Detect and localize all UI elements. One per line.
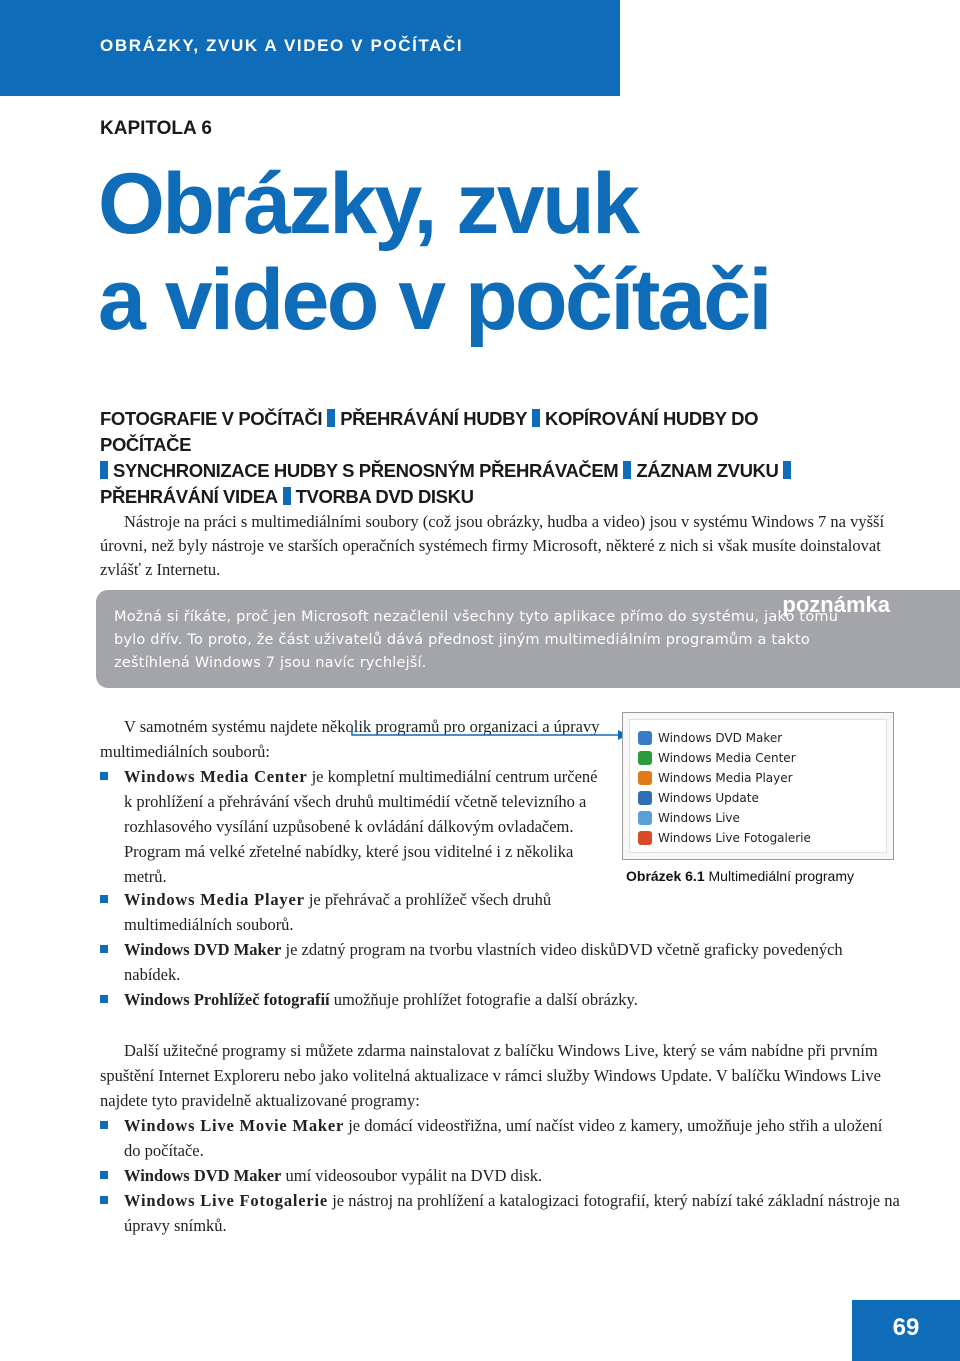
photo-gallery-icon [638,831,652,845]
program-desc: je přehrávač a prohlížeč všech druhů multimediálních souborů. [124,890,552,934]
program-desc: umožňuje prohlížet fotografie a další obrázky. [329,990,638,1009]
update-icon [638,791,652,805]
chapter-title-line1: Obrázky, zvuk [98,156,638,252]
topic-item: PŘEHRÁVÁNÍ HUDBY [340,408,528,429]
intro-paragraph: Nástroje na práci s multimediálními soubory (což jsou obrázky, hudba a video) jsou v systému Windows 7 na vyšší úrovni, než byly nástroje ve starších operačních systémech firmy Microsoft, některé z nich si však musíte doinstalovat zvlášť z Internetu. [100,512,885,579]
topics-list [100,406,820,510]
media-center-icon [638,751,652,765]
topic-separator [100,461,108,479]
media-player-icon [638,771,652,785]
list-item [100,1163,900,1188]
program-name: Windows DVD Maker [124,940,282,959]
topic-item: KOPÍROVÁNÍ HUDBY DO POČÍTAČE [100,408,759,455]
section1-list [100,764,600,889]
topic-item: PŘEHRÁVÁNÍ VIDEA [100,486,278,507]
program-list [629,719,887,853]
program-list-label: Windows DVD Maker [658,731,783,745]
chapter-label: KAPITOLA 6 [100,118,212,139]
program-list-label: Windows Media Player [658,771,793,785]
figure-pointer-arrow [350,725,630,755]
program-list-item[interactable] [638,788,759,808]
section1b [100,887,900,1012]
program-list-item[interactable] [638,808,740,828]
list-item [100,1188,900,1238]
topic-separator [283,487,291,505]
program-list-item[interactable] [638,768,793,788]
program-name: Windows Live Fotogalerie [124,1191,329,1210]
page-number-box [852,1300,960,1361]
program-desc: je kompletní multimediální centrum určené k prohlížení a přehrávání všech druhů multimédií včetně televizního a rozhlasového vysílání uzpůsobené k ovládání dálkovým ovladačem. Program má velké zřetelné nabídky, které jsou viditelné i z několika metrů. [124,767,598,886]
list-item [100,937,900,987]
section2-list [100,1113,900,1238]
program-desc: umí videosoubor vypálit na DVD disk. [281,1166,543,1185]
figure-caption [626,868,854,884]
section2-lead: Další užitečné programy si můžete zdarma nainstalovat z balíčku Windows Live, který se vám nabídne při prvním spuštění Internet Exploreru nebo jako volitelná aktualizace v rámci služby Windows Update. V balíčku Windows Live najdete tyto pravidelně aktualizované programy: [100,1041,882,1110]
dvd-icon [638,731,652,745]
live-icon [638,811,652,825]
program-list-item[interactable] [638,728,782,748]
program-list-item[interactable] [638,828,811,848]
program-name: Windows Media Center [124,767,308,786]
program-name: Windows DVD Maker [124,1166,282,1185]
program-desc: je zdatný program na tvorbu vlastních video diskůDVD včetně graficky povedených nabídek. [124,940,843,984]
list-item [100,764,600,889]
program-list-label: Windows Media Center [658,751,796,765]
topic-separator [532,409,540,427]
list-item [100,887,604,937]
note-box [96,590,960,688]
header-bar [0,0,620,96]
program-list-label: Windows Live Fotogalerie [658,831,811,845]
section1b-list [100,887,900,1012]
program-name: Windows Live Movie Maker [124,1116,345,1135]
program-desc: je domácí videostřižna, umí načíst video z kamery, umožňuje jeho střih a uložení do počítače. [124,1116,883,1160]
program-list-label: Windows Live [658,811,740,825]
figure-caption-text: Multimediální programy [708,868,854,884]
page-number: 69 [892,1314,920,1341]
list-item [100,987,900,1012]
running-title: OBRÁZKY, ZVUK A VIDEO V POČÍTAČI [100,36,464,55]
topic-item: SYNCHRONIZACE HUDBY S PŘENOSNÝM PŘEHRÁVAČEM [113,460,619,481]
chapter-title [98,156,898,348]
chapter-title-line2: a video v počítači [98,252,770,348]
list-item [100,1113,900,1163]
program-desc: je nástroj na prohlížení a katalogizaci fotografií, který nabízí také základní nástroje na úpravy snímků. [124,1191,900,1235]
section2 [100,1038,900,1238]
program-list-label: Windows Update [658,791,759,805]
topic-item: ZÁZNAM ZVUKU [636,460,779,481]
topic-item: FOTOGRAFIE V POČÍTAČI [100,408,323,429]
topic-separator [623,461,631,479]
section1-lead: V samotném systému najdete několik programů pro organizaci a úpravy multimediálních souborů: [100,717,600,761]
figure-screenshot [622,712,894,860]
figure-caption-label: Obrázek 6.1 [626,868,705,884]
note-text: Možná si říkáte, proč jen Microsoft nezačlenil všechny tyto aplikace přímo do systému, jako tomu bylo dřív. To proto, že část uživatelů dává přednost jiným multimediálním programům a takto zeštíhlená Windows 7 jsou navíc rychlejší. [114,609,839,671]
topic-separator [783,461,791,479]
program-name: Windows Media Player [124,890,305,909]
note-label: poznámka [782,592,890,617]
program-name: Windows Prohlížeč fotografií [124,990,330,1009]
topic-separator [327,409,335,427]
topic-item: TVORBA DVD DISKU [295,486,474,507]
program-list-item[interactable] [638,748,796,768]
